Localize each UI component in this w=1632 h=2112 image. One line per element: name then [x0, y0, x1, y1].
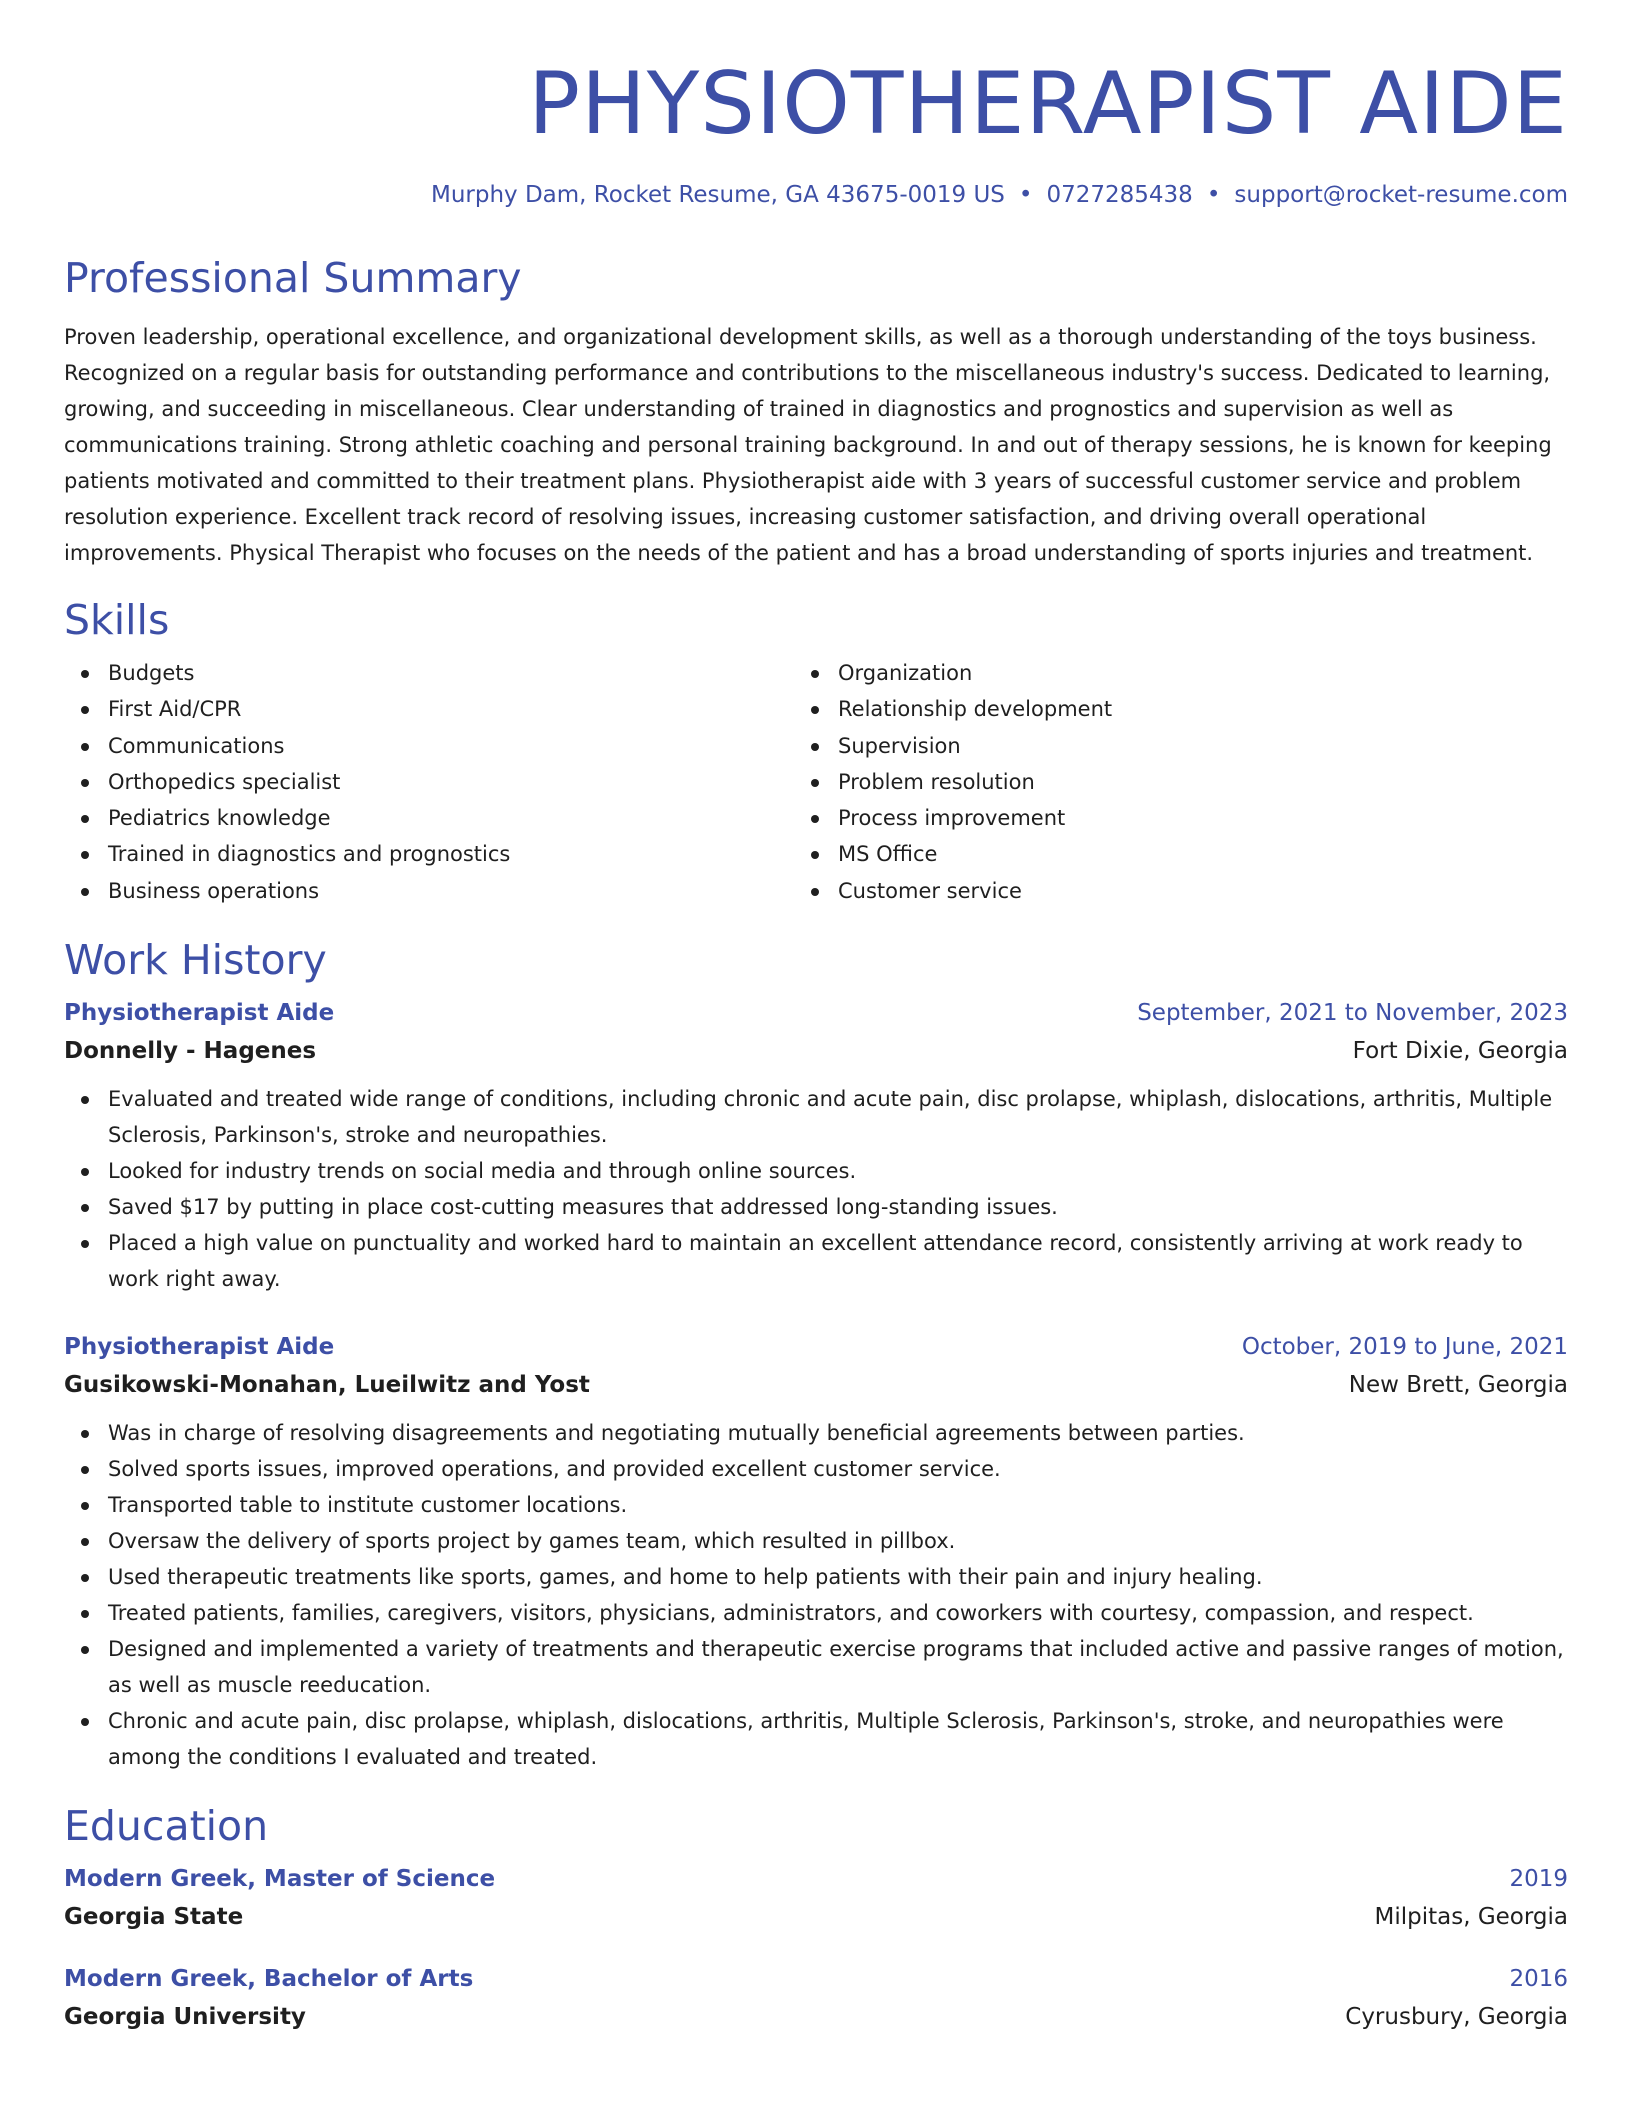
skill-item: Budgets: [108, 655, 838, 691]
section-title-education: Education: [64, 1802, 269, 1851]
responsibility-item: Saved $17 by putting in place cost-cutting measures that addressed long-standing issues.: [108, 1189, 1568, 1225]
education-header: [64, 1861, 1568, 1897]
skill-item: Customer service: [838, 873, 1568, 909]
education-school-row: [64, 1897, 1568, 1937]
job-entry: [64, 1329, 1568, 1775]
school-location: Cyrusbury, Georgia: [1345, 2004, 1568, 2031]
skills-column-right: [838, 655, 1568, 909]
section-title-summary: Professional Summary: [64, 254, 522, 302]
responsibility-item: Used therapeutic treatments like sports, games, and home to help patients with their pain and injury healing.: [108, 1559, 1568, 1595]
job-dates: September, 2021 to November, 2023: [1137, 1000, 1568, 1027]
skill-item: Problem resolution: [838, 764, 1568, 800]
separator-dot: •: [1206, 182, 1221, 208]
skill-item: Organization: [838, 655, 1568, 691]
skill-item: Pediatrics knowledge: [108, 800, 838, 836]
graduation-year: 2016: [1509, 1966, 1568, 1993]
job-title: Physiotherapist Aide: [64, 1334, 335, 1361]
job-responsibilities: [64, 1415, 1568, 1775]
address: Murphy Dam, Rocket Resume, GA 43675-0019 US: [431, 182, 1005, 208]
responsibility-item: Placed a high value on punctuality and worked hard to maintain an excellent attendance record, consistently arriving at work ready to work right away.: [108, 1225, 1568, 1297]
education-header: [64, 1961, 1568, 1997]
skill-item: Trained in diagnostics and prognostics: [108, 836, 838, 872]
responsibility-item: Transported table to institute customer locations.: [108, 1487, 1568, 1523]
work-history-section: [64, 933, 1568, 1775]
job-responsibilities: [64, 1081, 1568, 1297]
responsibility-item: Looked for industry trends on social media and through online sources.: [108, 1153, 1568, 1189]
responsibility-item: Designed and implemented a variety of treatments and therapeutic exercise programs that included active and passive ranges of motion, as well as muscle reeducation.: [108, 1631, 1568, 1703]
responsibility-item: Evaluated and treated wide range of conditions, including chronic and acute pain, disc prolapse, whiplash, dislocations, arthritis, Multiple Sclerosis, Parkinson's, stroke and neuropathies.: [108, 1081, 1568, 1153]
degree: Modern Greek, Bachelor of Arts: [64, 1966, 474, 1993]
skill-item: Orthopedics specialist: [108, 764, 838, 800]
job-title: Physiotherapist Aide: [64, 1000, 335, 1027]
education-school-row: [64, 1997, 1568, 2037]
job-location: Fort Dixie, Georgia: [1352, 1038, 1568, 1065]
candidate-name: PHYSIOTHERAPIST AIDE: [528, 54, 1568, 154]
job-company: Gusikowski-Monahan, Lueilwitz and Yost: [64, 1372, 590, 1399]
responsibility-item: Solved sports issues, improved operations, and provided excellent customer service.: [108, 1451, 1568, 1487]
resume-header: [64, 0, 1568, 211]
responsibility-item: Was in charge of resolving disagreements and negotiating mutually beneficial agreements between parties.: [108, 1415, 1568, 1451]
school-location: Milpitas, Georgia: [1374, 1904, 1568, 1931]
education-section: [64, 1799, 1568, 2037]
email-link[interactable]: support@rocket-resume.com: [1234, 182, 1568, 208]
job-location: New Brett, Georgia: [1348, 1372, 1568, 1399]
section-title-work-history: Work History: [64, 936, 327, 985]
contact-line: [64, 179, 1568, 211]
skill-item: Process improvement: [838, 800, 1568, 836]
responsibility-item: Oversaw the delivery of sports project by games team, which resulted in pillbox.: [108, 1523, 1568, 1559]
degree: Modern Greek, Master of Science: [64, 1866, 496, 1893]
skill-item: Communications: [108, 728, 838, 764]
school-name: Georgia State: [64, 1904, 244, 1931]
skills-columns: [64, 655, 1568, 909]
responsibility-item: Chronic and acute pain, disc prolapse, whiplash, dislocations, arthritis, Multiple Sclerosis, Parkinson's, stroke, and neuropathies were among the conditions I evaluated and treated.: [108, 1703, 1568, 1775]
skill-item: Relationship development: [838, 691, 1568, 727]
phone: 0727285438: [1046, 182, 1193, 208]
job-employer-row: [64, 1365, 1568, 1405]
section-title-skills: Skills: [64, 596, 170, 644]
summary-text: Proven leadership, operational excellence, and organizational development skills, as well as a thorough understanding of the toys business. Recognized on a regular basis for outstanding performance and contributions to the miscellaneous industry's success. Dedicated to learning, growing, and succeeding in miscellaneous. Clear understanding of trained in diagnostics and prognostics and supervision as well as communications training. Strong athletic coaching and personal training background. In and out of therapy sessions, he is known for keeping patients motivated and committed to their treatment plans. Physiotherapist aide with 3 years of successful customer service and problem resolution experience. Excellent track record of resolving issues, increasing customer satisfaction, and driving overall operational improvements. Physical Therapist who focuses on the needs of the patient and has a broad understanding of sports injuries and treatment.: [64, 325, 1552, 565]
separator-dot: •: [1018, 182, 1033, 208]
responsibility-item: Treated patients, families, caregivers, visitors, physicians, administrators, and coworkers with courtesy, compassion, and respect.: [108, 1595, 1568, 1631]
skill-item: Supervision: [838, 728, 1568, 764]
graduation-year: 2019: [1509, 1866, 1568, 1893]
education-entry: [64, 1961, 1568, 2037]
job-header: [64, 1329, 1568, 1365]
job-company: Donnelly - Hagenes: [64, 1038, 317, 1065]
skills-column-left: [64, 655, 838, 909]
summary-section: [64, 251, 1568, 571]
skills-section: [64, 593, 1568, 909]
skill-item: Business operations: [108, 873, 838, 909]
job-employer-row: [64, 1031, 1568, 1071]
job-dates: October, 2019 to June, 2021: [1241, 1334, 1568, 1361]
job-header: [64, 995, 1568, 1031]
education-entry: [64, 1861, 1568, 1937]
job-entry: [64, 995, 1568, 1297]
skill-item: First Aid/CPR: [108, 691, 838, 727]
skill-item: MS Office: [838, 836, 1568, 872]
school-name: Georgia University: [64, 2004, 306, 2031]
